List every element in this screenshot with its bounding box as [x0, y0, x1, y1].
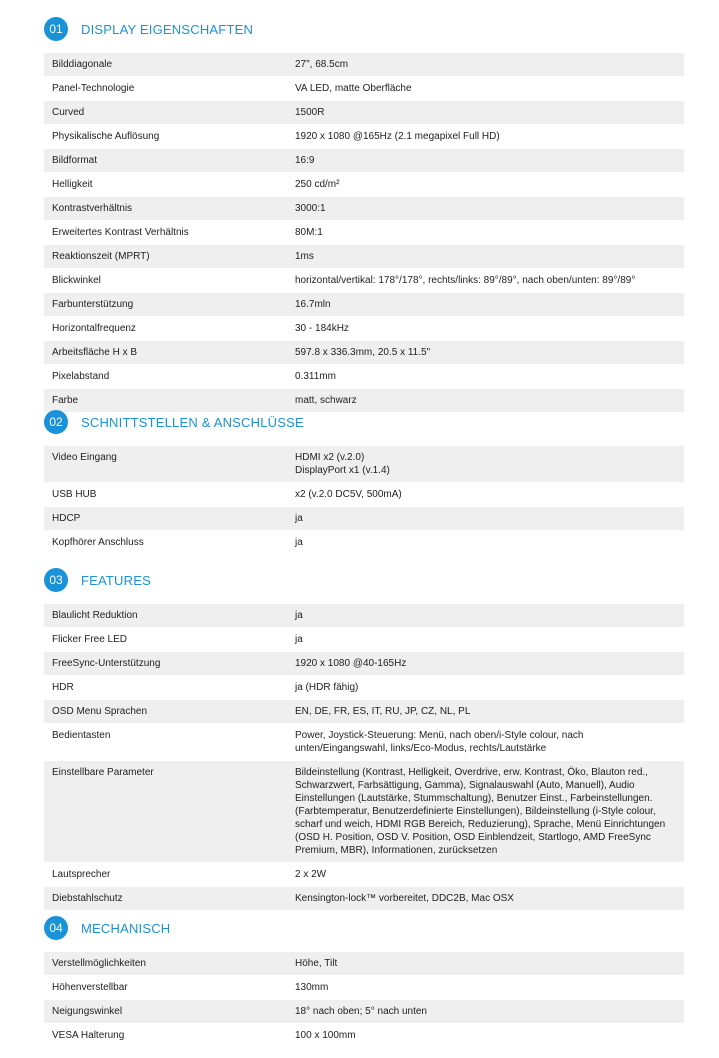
table-row — [44, 531, 684, 555]
spec-table — [44, 604, 684, 911]
table-row — [44, 125, 684, 149]
row-label: Verstellmöglichkeiten — [44, 952, 287, 976]
row-value-line: HDMI x2 (v.2.0) — [295, 452, 365, 463]
table-row — [44, 952, 684, 976]
row-value: 1920 x 1080 @40-165Hz — [287, 652, 684, 676]
table-row — [44, 724, 684, 761]
row-label: Einstellbare Parameter — [44, 761, 287, 863]
table-row — [44, 1024, 684, 1048]
row-value: matt, schwarz — [287, 389, 684, 413]
table-row — [44, 507, 684, 531]
table-row — [44, 317, 684, 341]
row-label: Pixelabstand — [44, 365, 287, 389]
row-value: Kensington-lock™ vorbereitet, DDC2B, Mac OSX — [287, 887, 684, 911]
row-label: Farbunterstützung — [44, 293, 287, 317]
row-value: 250 cd/m² — [287, 173, 684, 197]
table-row — [44, 221, 684, 245]
row-label: HDR — [44, 676, 287, 700]
row-value: 16.7mln — [287, 293, 684, 317]
table-row — [44, 761, 684, 863]
row-value: 597.8 x 336.3mm, 20.5 x 11.5" — [287, 341, 684, 365]
row-label: OSD Menu Sprachen — [44, 700, 287, 724]
table-row — [44, 652, 684, 676]
table-row — [44, 293, 684, 317]
row-value: 1500R — [287, 101, 684, 125]
table-row — [44, 365, 684, 389]
row-value: 3000:1 — [287, 197, 684, 221]
row-label: Lautsprecher — [44, 863, 287, 887]
row-label: VESA Halterung — [44, 1024, 287, 1048]
table-row — [44, 887, 684, 911]
table-row — [44, 101, 684, 125]
table-row — [44, 700, 684, 724]
table-row — [44, 446, 684, 483]
spec-table — [44, 446, 684, 555]
row-label: Curved — [44, 101, 287, 125]
table-row — [44, 197, 684, 221]
row-label: Horizontalfrequenz — [44, 317, 287, 341]
row-label: Farbe — [44, 389, 287, 413]
table-row — [44, 1000, 684, 1024]
row-value-line: DisplayPort x1 (v.1.4) — [295, 465, 390, 476]
section-header — [44, 17, 253, 41]
row-label: Reaktionszeit (MPRT) — [44, 245, 287, 269]
section-number-badge: 03 — [44, 568, 68, 592]
spec-table — [44, 53, 684, 413]
row-value: 16:9 — [287, 149, 684, 173]
table-row — [44, 149, 684, 173]
row-value: ja — [287, 507, 684, 531]
row-value: EN, DE, FR, ES, IT, RU, JP, CZ, NL, PL — [287, 700, 684, 724]
row-label: USB HUB — [44, 483, 287, 507]
row-value: 2 x 2W — [287, 863, 684, 887]
section-number-badge: 02 — [44, 410, 68, 434]
table-row — [44, 245, 684, 269]
row-value: 1ms — [287, 245, 684, 269]
row-label: Bedientasten — [44, 724, 287, 761]
table-row — [44, 676, 684, 700]
row-value: 130mm — [287, 976, 684, 1000]
table-row — [44, 628, 684, 652]
spec-table — [44, 952, 684, 1048]
section-number-badge: 01 — [44, 17, 68, 41]
row-label: Helligkeit — [44, 173, 287, 197]
row-label: Bildformat — [44, 149, 287, 173]
row-value — [287, 446, 684, 483]
row-label: Blickwinkel — [44, 269, 287, 293]
row-label: Video Eingang — [44, 446, 287, 483]
section-header — [44, 568, 151, 592]
section-title: SCHNITTSTELLEN & ANSCHLÜSSE — [81, 414, 304, 430]
row-value: x2 (v.2.0 DC5V, 500mA) — [287, 483, 684, 507]
section-title: MECHANISCH — [81, 920, 171, 936]
row-label: Panel-Technologie — [44, 77, 287, 101]
table-row — [44, 976, 684, 1000]
row-value: Bildeinstellung (Kontrast, Helligkeit, Overdrive, erw. Kontrast, Öko, Blauton red., Schwarzwert, Farbsättigung, Gamma), Signalauswahl (Auto, Manuell), Audio Einstellungen (Lautstärke, Stummschaltung), Benutzer Einst., Farbeinstellungen. (Farbtemperatur, Benutzerdefinierte Einstellungen), Bildeinstellung (i-Style colour, scharf und weich, HDMI RGB Bereich, Reduzierung), Sprache, Menü Einrichtungen (OSD H. Position, OSD V. Position, OSD Einblendzeit, Startlogo, AMD FreeSync Premium, MBR), Informationen, zurücksetzen — [287, 761, 684, 863]
row-value: Power, Joystick-Steuerung: Menü, nach oben/i-Style colour, nach unten/Eingangswahl, links/Eco-Modus, rechts/Lautstärke — [287, 724, 684, 761]
table-row — [44, 389, 684, 413]
row-value: ja (HDR fähig) — [287, 676, 684, 700]
row-value: 27", 68.5cm — [287, 53, 684, 77]
table-row — [44, 269, 684, 293]
row-value: 18° nach oben; 5° nach unten — [287, 1000, 684, 1024]
row-label: Kontrastverhältnis — [44, 197, 287, 221]
row-value: 30 - 184kHz — [287, 317, 684, 341]
row-label: Physikalische Auflösung — [44, 125, 287, 149]
row-value: VA LED, matte Oberfläche — [287, 77, 684, 101]
row-label: Arbeitsfläche H x B — [44, 341, 287, 365]
table-row — [44, 77, 684, 101]
row-label: Erweitertes Kontrast Verhältnis — [44, 221, 287, 245]
table-row — [44, 863, 684, 887]
table-row — [44, 604, 684, 628]
section-header — [44, 410, 304, 434]
row-label: Blaulicht Reduktion — [44, 604, 287, 628]
row-value: ja — [287, 628, 684, 652]
row-label: Bilddiagonale — [44, 53, 287, 77]
row-label: Kopfhörer Anschluss — [44, 531, 287, 555]
row-label: Flicker Free LED — [44, 628, 287, 652]
row-label: Höhenverstellbar — [44, 976, 287, 1000]
section-title: DISPLAY EIGENSCHAFTEN — [81, 21, 254, 37]
section-header — [44, 916, 170, 940]
table-row — [44, 483, 684, 507]
row-value: 100 x 100mm — [287, 1024, 684, 1048]
row-value: 1920 x 1080 @165Hz (2.1 megapixel Full HD) — [287, 125, 684, 149]
section-number-badge: 04 — [44, 916, 68, 940]
row-value: horizontal/vertikal: 178°/178°, rechts/links: 89°/89°, nach oben/unten: 89°/89° — [287, 269, 684, 293]
row-label: Neigungswinkel — [44, 1000, 287, 1024]
table-row — [44, 341, 684, 365]
table-row — [44, 173, 684, 197]
table-row — [44, 53, 684, 77]
row-value: ja — [287, 604, 684, 628]
row-label: HDCP — [44, 507, 287, 531]
row-label: Diebstahlschutz — [44, 887, 287, 911]
section-title: FEATURES — [81, 572, 151, 588]
row-label: FreeSync-Unterstützung — [44, 652, 287, 676]
row-value: 80M:1 — [287, 221, 684, 245]
row-value: ja — [287, 531, 684, 555]
row-value: 0.311mm — [287, 365, 684, 389]
row-value: Höhe, Tilt — [287, 952, 684, 976]
